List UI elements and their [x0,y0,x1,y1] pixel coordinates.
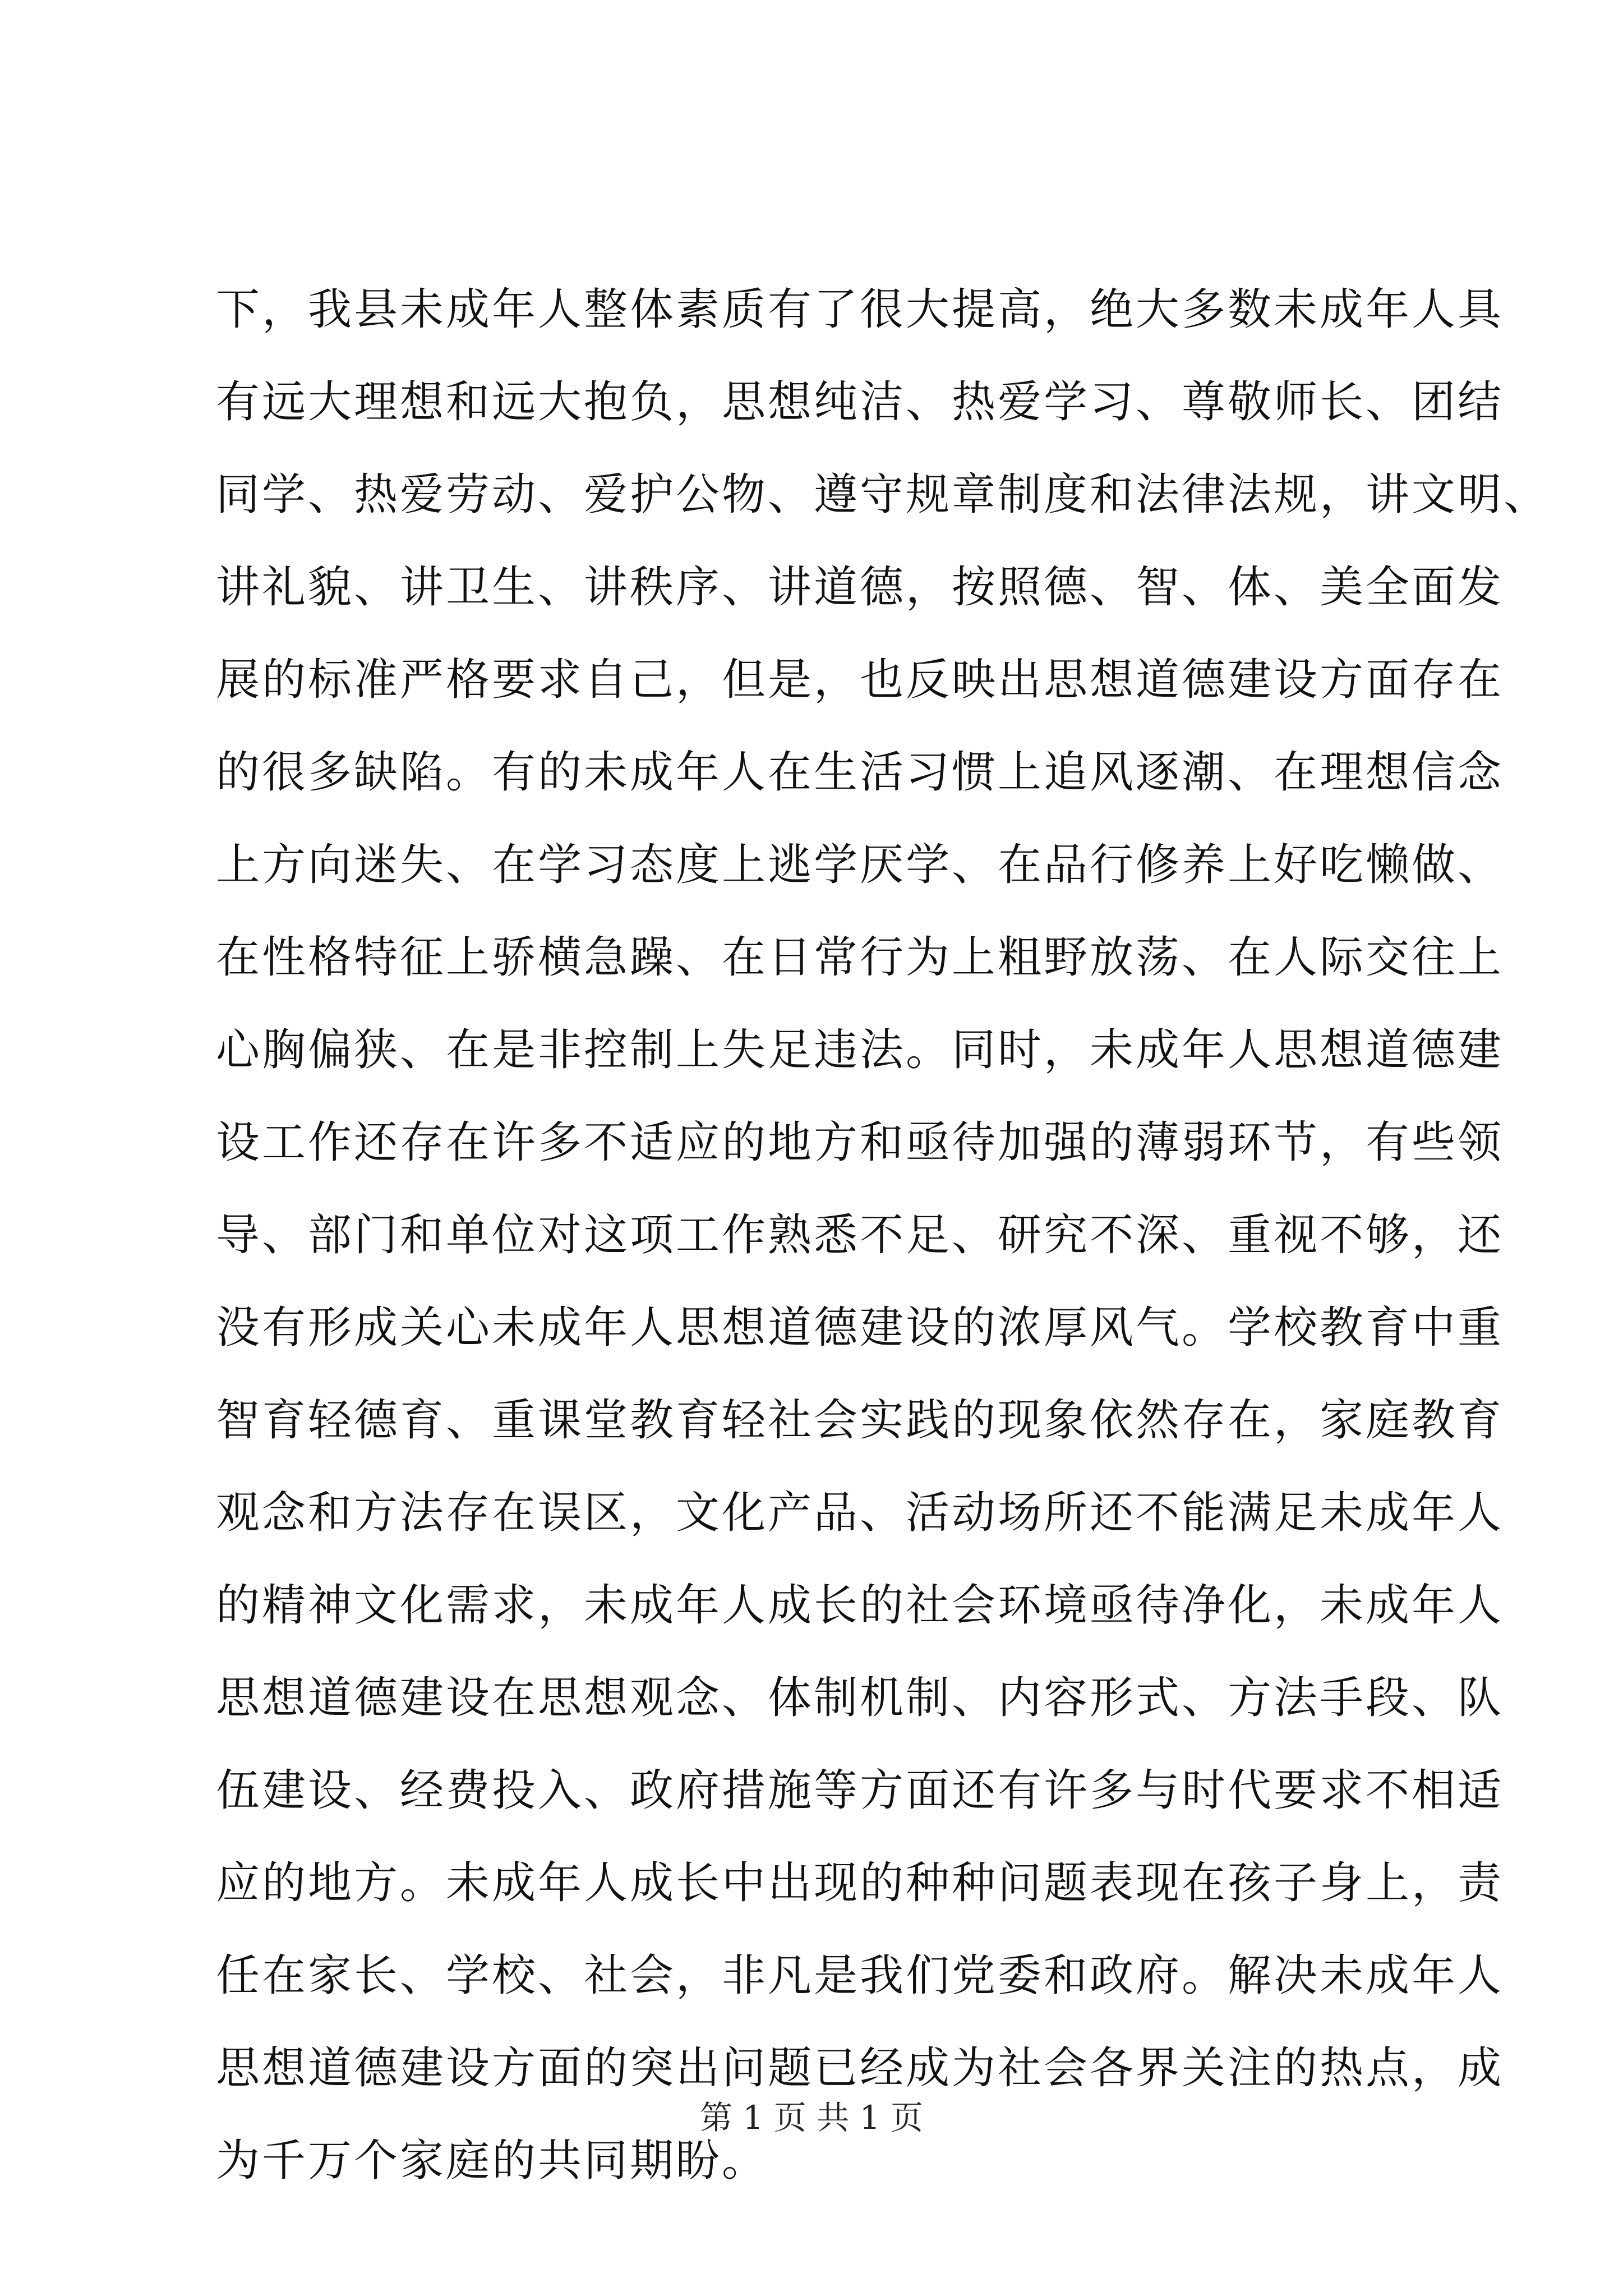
text-line: 下，我县未成年人整体素质有了很大提高，绝大多数未成年人具 [216,284,1504,335]
text-line: 设工作还存在许多不适应的地方和亟待加强的薄弱环节，有些领 [216,1117,1504,1168]
text-line: 智育轻德育、重课堂教育轻社会实践的现象依然存在，家庭教育 [216,1395,1504,1446]
text-line: 观念和方法存在误区，文化产品、活动场所还不能满足未成年人 [216,1488,1504,1538]
text-line: 在性格特征上骄横急躁、在日常行为上粗野放荡、在人际交往上 [216,932,1504,983]
text-line: 同学、热爱劳动、爱护公物、遵守规章制度和法律法规，讲文明、 [216,470,1550,520]
text-line: 伍建设、经费投入、政府措施等方面还有许多与时代要求不相适 [216,1765,1504,1816]
text-line: 没有形成关心未成年人思想道德建设的浓厚风气。学校教育中重 [216,1303,1504,1353]
text-line: 展的标准严格要求自己，但是，也反映出思想道德建设方面存在 [216,655,1504,705]
page-number: 第 1 页 共 1 页 [700,2099,923,2137]
text-line: 上方向迷失、在学习态度上逃学厌学、在品行修养上好吃懒做、 [216,840,1504,890]
text-line: 讲礼貌、讲卫生、讲秩序、讲道德，按照德、智、体、美全面发 [216,562,1504,613]
text-line: 思想道德建设在思想观念、体制机制、内容形式、方法手段、队 [216,1673,1504,1723]
text-line: 的很多缺陷。有的未成年人在生活习惯上追风逐潮、在理想信念 [216,747,1504,798]
body-paragraph [216,264,1550,2207]
text-line: 思想道德建设方面的突出问题已经成为社会各界关注的热点，成 [216,2043,1504,2093]
page-footer [0,2095,1623,2140]
text-line: 应的地方。未成年人成长中出现的种种问题表现在孩子身上，责 [216,1858,1504,1908]
text-line: 的精神文化需求，未成年人成长的社会环境亟待净化，未成年人 [216,1580,1504,1631]
text-line: 为千万个家庭的共同期盼。 [216,2136,768,2186]
text-line: 任在家长、学校、社会，非凡是我们党委和政府。解决未成年人 [216,1950,1504,2001]
text-line: 导、部门和单位对这项工作熟悉不足、研究不深、重视不够，还 [216,1210,1504,1260]
text-line: 心胸偏狭、在是非控制上失足违法。同时，未成年人思想道德建 [216,1025,1504,1075]
text-line: 有远大理想和远大抱负，思想纯洁、热爱学习、尊敬师长、团结 [216,377,1504,427]
